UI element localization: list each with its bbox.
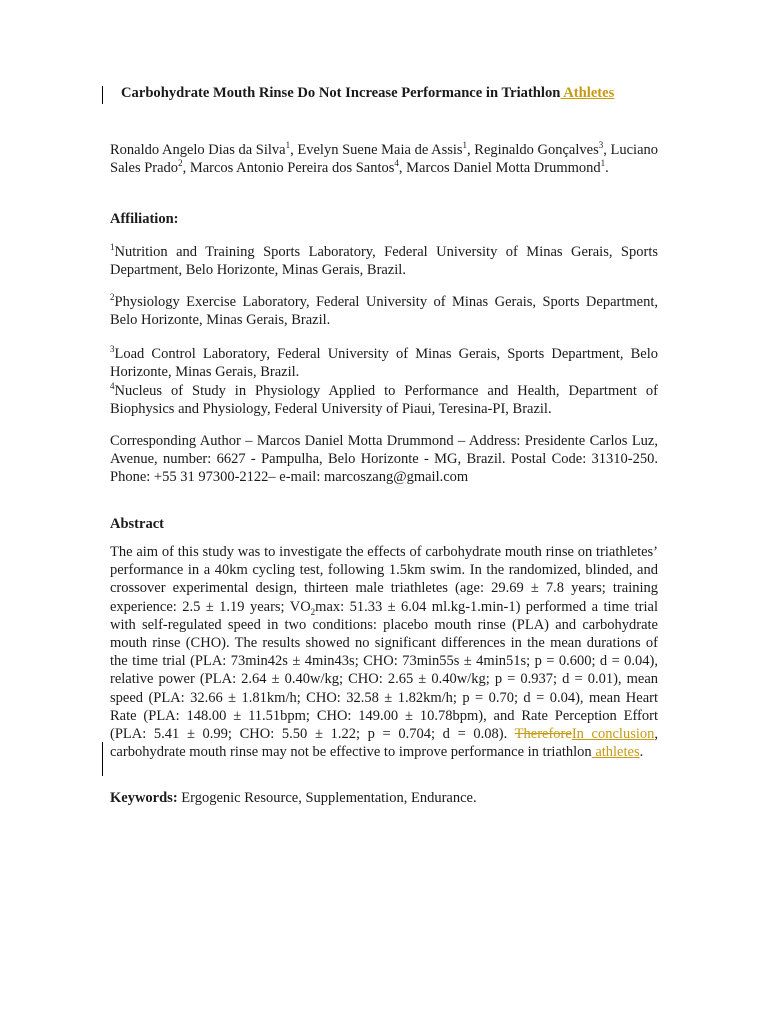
author: Marcos Antonio Pereira dos Santos (189, 160, 395, 177)
author-sup: 2 (178, 158, 183, 169)
abstract-body (110, 543, 658, 761)
affiliation-4 (110, 382, 658, 418)
author: Luciano Sales Prado (110, 142, 659, 177)
author: Evelyn Suene Maia de Assis (297, 142, 463, 158)
author-sup: 1 (600, 158, 606, 169)
change-bar-title (102, 86, 103, 104)
keywords-text: Ergogenic Resource, Supplementation, Endurance. (177, 790, 477, 806)
affiliation-text: Nucleus of Study in Physiology Applied to Performance and Health, Department of Biophysics and Physiology, Federal University of Piaui, Teresina-PI, Brazil. (110, 383, 658, 418)
tracked-insertion: In conclusion (571, 726, 655, 743)
author: Reginaldo Gonçalves (474, 142, 599, 158)
author-sup: 4 (394, 158, 399, 169)
abstract-subscript: 2 (310, 606, 316, 617)
affiliation-heading: Affiliation: (110, 211, 179, 227)
affiliation-sup: 4 (110, 381, 115, 392)
affiliation-sup: 3 (110, 344, 115, 355)
paper-title (121, 85, 614, 102)
affiliation-3 (110, 345, 658, 381)
keywords-label: Keywords: (110, 790, 178, 806)
affiliation-text: Load Control Laboratory, Federal University of Minas Gerais, Sports Department, Belo Horizonte, Minas Gerais, Brazil. (110, 346, 658, 381)
abstract-text: max: 51.33 ± 6.04 ml.kg-1.min-1) performed a time trial with self-regulated speed in two conditions: placebo mouth rinse (PLA) and carbohydrate mouth rinse (CHO). The results showed no significant differences in the mean durations of the time trial (PLA: 73min42s ± 4min43s; CHO: 73min55s ± 4min51s; p = 0.600; d = 0.04), relative power (PLA: 2.64 ± 0.40w/kg; CHO: 2.65 ± 0.40w/kg; p = 0.937; d = 0.01), mean speed (PLA: 32.66 ± 1.81km/h; CHO: 32.58 ± 1.82km/h; p = 0.70; d = 0.04), mean Heart Rate (PLA: 148.00 ± 11.51bpm; CHO: 149.00 ± 10.78bpm), and Rate Perception Effort (PLA: 5.41 ± 0.99; CHO: 5.50 ± 1.22; p = 0.704; d = 0.08). (110, 598, 659, 743)
title-text: Carbohydrate Mouth Rinse Do Not Increase Performance in Triathlon (121, 85, 561, 101)
abstract-text: . (639, 744, 644, 761)
author-list: Ronaldo Angelo Dias da Silva$^1$, Evelyn Suene Maia de Assis$^1$, Reginaldo Gonçalves$^3$, Luciano Sales Prado$^2$, Marcos Antonio Pereira dos Santos$^4$, Marcos Daniel Motta Drummond$^1$. (110, 140, 659, 177)
author-sup: 1 (285, 140, 291, 151)
affiliation-1 (110, 243, 658, 279)
author-sup: 3 (598, 140, 604, 151)
affiliation-text: Physiology Exercise Laboratory, Federal University of Minas Gerais, Sports Department, Belo Horizonte, Minas Gerais, Brazil. (110, 294, 658, 329)
author-sup: 1 (462, 140, 468, 151)
affiliation-text: Nutrition and Training Sports Laboratory, Federal University of Minas Gerais, Sports Department, Belo Horizonte, Minas Gerais, Brazil. (110, 244, 658, 279)
affiliation-sup: 2 (110, 292, 115, 303)
tracked-deletion: Therefore (514, 726, 572, 743)
corresponding-author: Corresponding Author – Marcos Daniel Motta Drummond – Address: Presidente Carlos Luz, Avenue, number: 6627 - Pampulha, Belo Horizonte - MG, Brazil. Postal Code: 31310-250. Phone: +55 31 97300-2122– e-mail: marcoszang@gmail.com (110, 433, 658, 486)
author: Ronaldo Angelo Dias da Silva (110, 142, 286, 158)
title-inserted-text: Athletes (560, 85, 615, 101)
abstract-heading: Abstract (110, 516, 164, 532)
abstract-text: , carbohydrate mouth rinse may not be effective to improve performance in triathlon (110, 726, 658, 761)
tracked-insertion: athletes (591, 744, 640, 761)
change-bar-abstract (102, 742, 103, 776)
abstract-text: The aim of this study was to investigate the effects of carbohydrate mouth rinse on triathletes’ performance in a 40km cycling test, following 1.5km swim. In the randomized, blinded, and crossover experimental design, thirteen male triathletes (age: 29.69 ± 7.8 years; training experience: 2.5 ± 1.19 years; VO (110, 544, 658, 615)
affiliation-2 (110, 293, 658, 329)
keywords (110, 789, 658, 807)
affiliation-sup: 1 (110, 242, 115, 253)
author: Marcos Daniel Motta Drummond (406, 160, 601, 177)
